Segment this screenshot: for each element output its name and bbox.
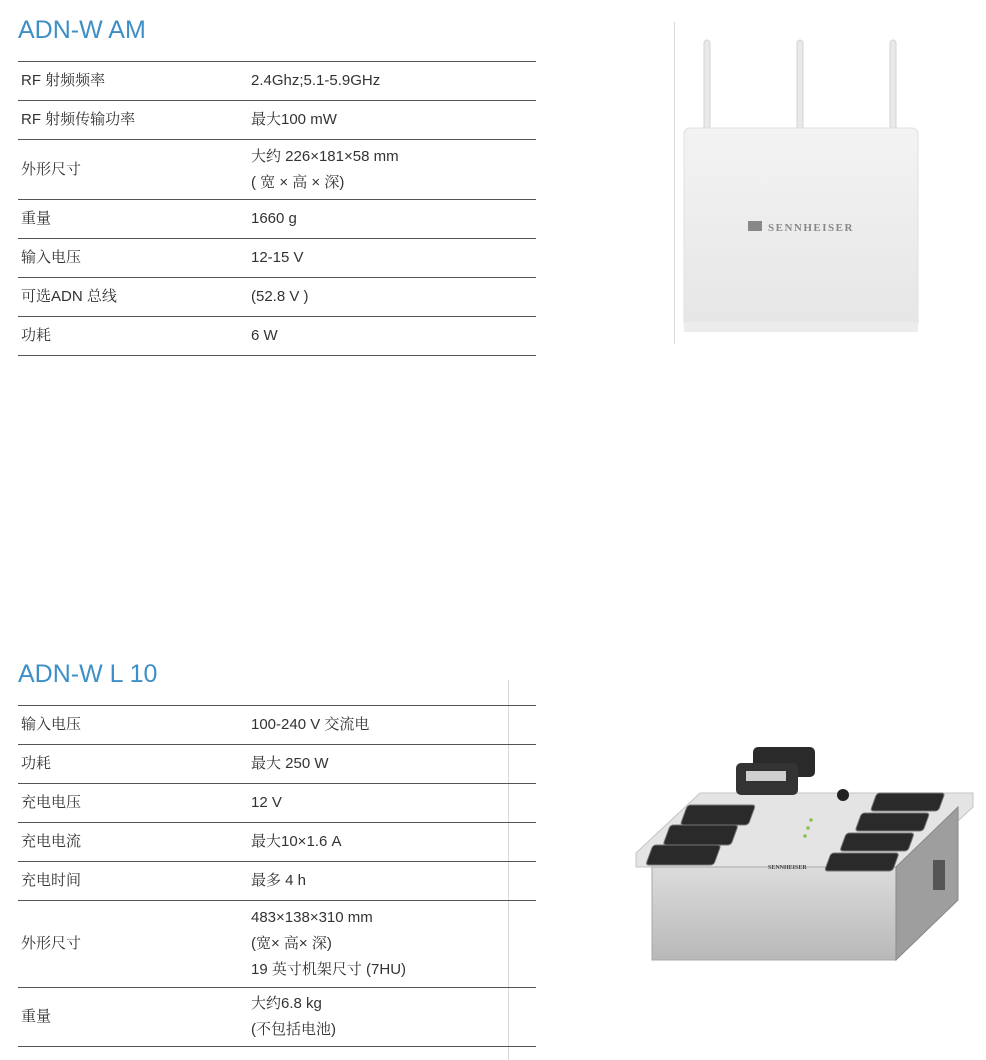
- spec-label: RF 射频传输功率: [21, 111, 136, 128]
- spec-value: 483×138×310 mm (宽× 高× 深) 19 英寸机架尺寸 (7HU): [251, 909, 407, 978]
- spec-label: 充电电压: [21, 794, 82, 811]
- spec-value: 最大10×1.6 A: [251, 833, 342, 850]
- router-brand-text: SENNHEISER: [768, 222, 854, 234]
- spec-value: 大约 226×181×58 mm ( 宽 × 高 × 深): [251, 147, 399, 191]
- spec-label: 外形尺寸: [21, 160, 82, 178]
- table-row: [18, 239, 536, 278]
- table-row: [18, 62, 536, 101]
- spec-value: 最大 250 W: [251, 755, 329, 772]
- spec-value: 2.4Ghz;5.1-5.9GHz: [251, 72, 381, 89]
- table-row: [18, 988, 536, 1047]
- spec-label: 输入电压: [21, 249, 82, 266]
- divider-line: [674, 22, 675, 344]
- spec-label: 输入电压: [21, 716, 82, 733]
- spec-label: 可选ADN 总线: [21, 288, 117, 305]
- spec-label: 充电时间: [21, 872, 82, 889]
- table-row: [18, 901, 536, 988]
- spec-label: 外形尺寸: [21, 935, 82, 952]
- table-row: [18, 862, 536, 901]
- spec-label: 功耗: [21, 327, 52, 344]
- spec-value: (52.8 V ): [251, 288, 309, 305]
- spec-table-adn-w-am: [18, 61, 536, 356]
- section-title-adn-w-l10: ADN-W L 10: [18, 660, 158, 688]
- spec-value: 12-15 V: [251, 249, 304, 266]
- spec-value: 100-240 V 交流电: [251, 716, 370, 733]
- spec-value: 最大100 mW: [251, 111, 337, 128]
- spec-label: 充电电流: [21, 833, 82, 850]
- spec-table-adn-w-l10: [18, 705, 536, 1047]
- spec-value: 最多 4 h: [251, 872, 307, 889]
- table-row: [18, 101, 536, 140]
- spec-label: RF 射频频率: [21, 72, 106, 89]
- table-row: [18, 823, 536, 862]
- router-product-image: [676, 30, 926, 350]
- charger-product-image: [628, 735, 978, 975]
- table-row: [18, 200, 536, 239]
- spec-label: 重量: [21, 1008, 52, 1025]
- section-title-adn-w-am: ADN-W AM: [18, 16, 146, 44]
- charger-brand-text: SENNHEISER: [768, 865, 807, 871]
- spec-label: 重量: [21, 210, 52, 227]
- spec-value: 12 V: [251, 794, 282, 811]
- table-row: [18, 706, 536, 745]
- table-row: [18, 745, 536, 784]
- spec-value: 1660 g: [251, 210, 297, 227]
- spec-label: 功耗: [21, 755, 52, 772]
- spec-value: 6 W: [251, 327, 278, 344]
- spec-value: 大约6.8 kg (不包括电池): [251, 995, 336, 1038]
- table-row: [18, 278, 536, 317]
- table-row: [18, 140, 536, 200]
- table-row: [18, 784, 536, 823]
- table-row: [18, 317, 536, 356]
